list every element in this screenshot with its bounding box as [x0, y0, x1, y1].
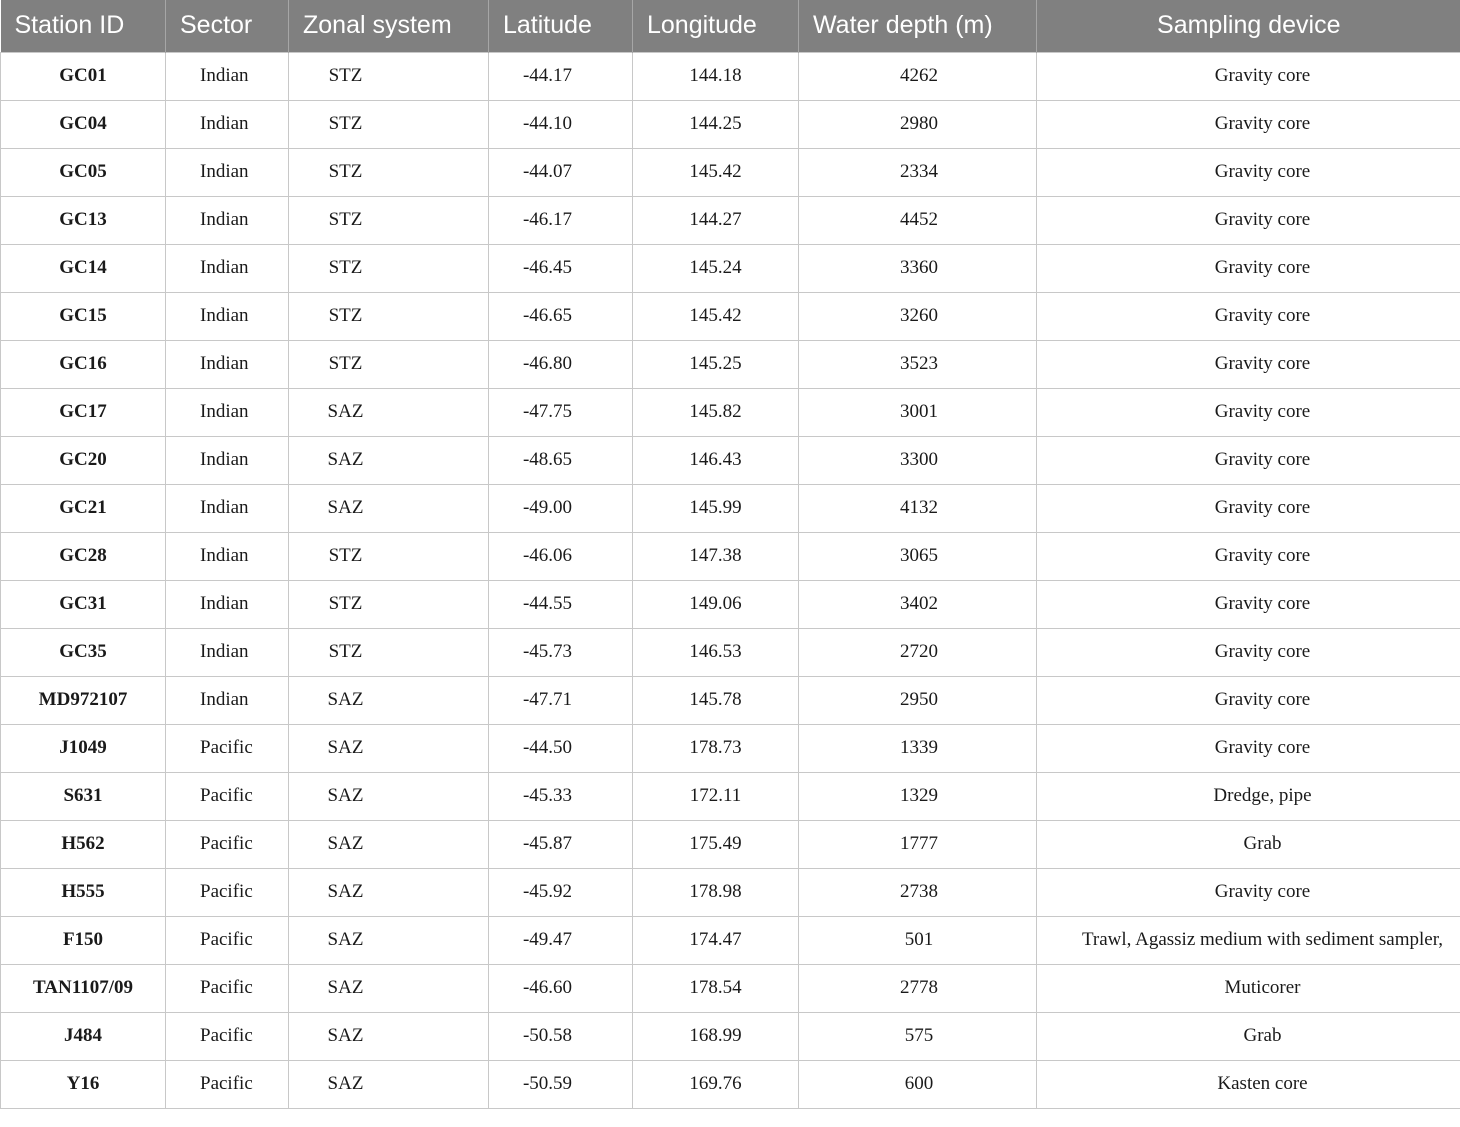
station-id-cell: GC20 [1, 436, 166, 484]
latitude-cell: -45.33 [489, 772, 633, 820]
header-station-id: Station ID [1, 0, 166, 52]
sector-cell: Indian [166, 100, 289, 148]
table-row [1, 724, 1460, 772]
sampling-device-cell: Gravity core [1037, 484, 1460, 532]
latitude-cell: -50.58 [489, 1012, 633, 1060]
station-id-cell: GC17 [1, 388, 166, 436]
zonal-system-cell: SAZ [289, 724, 489, 772]
header-zonal-system: Zonal system [289, 0, 489, 52]
station-id-cell: GC28 [1, 532, 166, 580]
water-depth-cell: 3402 [799, 580, 1037, 628]
station-id-cell: H555 [1, 868, 166, 916]
water-depth-cell: 2738 [799, 868, 1037, 916]
table-row [1, 820, 1460, 868]
zonal-system-cell: STZ [289, 244, 489, 292]
zonal-system-cell: STZ [289, 580, 489, 628]
water-depth-cell: 2720 [799, 628, 1037, 676]
sampling-device-cell: Gravity core [1037, 52, 1460, 100]
table-row [1, 1060, 1460, 1108]
latitude-cell: -50.59 [489, 1060, 633, 1108]
latitude-cell: -46.45 [489, 244, 633, 292]
longitude-cell: 144.25 [633, 100, 799, 148]
longitude-cell: 147.38 [633, 532, 799, 580]
longitude-cell: 175.49 [633, 820, 799, 868]
table-row [1, 916, 1460, 964]
zonal-system-cell: STZ [289, 292, 489, 340]
water-depth-cell: 600 [799, 1060, 1037, 1108]
station-id-cell: GC14 [1, 244, 166, 292]
water-depth-cell: 501 [799, 916, 1037, 964]
zonal-system-cell: SAZ [289, 388, 489, 436]
station-id-cell: GC01 [1, 52, 166, 100]
sampling-device-cell: Trawl, Agassiz medium with sediment sampler, [1037, 916, 1460, 964]
table-row [1, 1012, 1460, 1060]
water-depth-cell: 4452 [799, 196, 1037, 244]
sector-cell: Indian [166, 340, 289, 388]
sampling-device-cell: Grab [1037, 820, 1460, 868]
water-depth-cell: 3260 [799, 292, 1037, 340]
sampling-device-cell: Gravity core [1037, 292, 1460, 340]
header-water-depth: Water depth (m) [799, 0, 1037, 52]
sampling-device-cell: Gravity core [1037, 100, 1460, 148]
water-depth-cell: 2778 [799, 964, 1037, 1012]
sector-cell: Indian [166, 532, 289, 580]
latitude-cell: -45.92 [489, 868, 633, 916]
water-depth-cell: 4262 [799, 52, 1037, 100]
longitude-cell: 145.82 [633, 388, 799, 436]
sector-cell: Pacific [166, 772, 289, 820]
table-row [1, 52, 1460, 100]
longitude-cell: 178.73 [633, 724, 799, 772]
zonal-system-cell: SAZ [289, 964, 489, 1012]
sector-cell: Pacific [166, 820, 289, 868]
zonal-system-cell: STZ [289, 148, 489, 196]
table-row [1, 244, 1460, 292]
latitude-cell: -47.71 [489, 676, 633, 724]
table-row [1, 868, 1460, 916]
sector-cell: Indian [166, 244, 289, 292]
station-id-cell: GC04 [1, 100, 166, 148]
table-row [1, 340, 1460, 388]
sampling-device-cell: Gravity core [1037, 580, 1460, 628]
sampling-device-cell: Gravity core [1037, 628, 1460, 676]
water-depth-cell: 1329 [799, 772, 1037, 820]
sector-cell: Indian [166, 436, 289, 484]
station-id-cell: H562 [1, 820, 166, 868]
zonal-system-cell: SAZ [289, 436, 489, 484]
table-row [1, 484, 1460, 532]
sampling-device-cell: Gravity core [1037, 532, 1460, 580]
latitude-cell: -46.65 [489, 292, 633, 340]
sampling-device-cell: Gravity core [1037, 676, 1460, 724]
latitude-cell: -45.87 [489, 820, 633, 868]
table-row [1, 388, 1460, 436]
longitude-cell: 172.11 [633, 772, 799, 820]
sampling-device-cell: Gravity core [1037, 388, 1460, 436]
station-id-cell: Y16 [1, 1060, 166, 1108]
latitude-cell: -45.73 [489, 628, 633, 676]
sector-cell: Indian [166, 148, 289, 196]
water-depth-cell: 2980 [799, 100, 1037, 148]
table-row [1, 436, 1460, 484]
sampling-device-cell: Gravity core [1037, 148, 1460, 196]
sampling-device-cell: Gravity core [1037, 724, 1460, 772]
sampling-device-cell: Grab [1037, 1012, 1460, 1060]
table-row [1, 196, 1460, 244]
sampling-device-cell: Muticorer [1037, 964, 1460, 1012]
sampling-device-cell: Kasten core [1037, 1060, 1460, 1108]
zonal-system-cell: SAZ [289, 1060, 489, 1108]
zonal-system-cell: SAZ [289, 868, 489, 916]
header-row [1, 0, 1460, 52]
latitude-cell: -46.06 [489, 532, 633, 580]
zonal-system-cell: STZ [289, 340, 489, 388]
latitude-cell: -44.10 [489, 100, 633, 148]
table-row [1, 676, 1460, 724]
latitude-cell: -44.55 [489, 580, 633, 628]
latitude-cell: -46.60 [489, 964, 633, 1012]
longitude-cell: 145.25 [633, 340, 799, 388]
station-id-cell: GC35 [1, 628, 166, 676]
water-depth-cell: 3300 [799, 436, 1037, 484]
zonal-system-cell: SAZ [289, 916, 489, 964]
station-id-cell: MD972107 [1, 676, 166, 724]
water-depth-cell: 3360 [799, 244, 1037, 292]
sector-cell: Pacific [166, 916, 289, 964]
zonal-system-cell: SAZ [289, 676, 489, 724]
station-id-cell: GC15 [1, 292, 166, 340]
zonal-system-cell: SAZ [289, 772, 489, 820]
latitude-cell: -47.75 [489, 388, 633, 436]
sector-cell: Indian [166, 580, 289, 628]
header-longitude: Longitude [633, 0, 799, 52]
table-row [1, 532, 1460, 580]
zonal-system-cell: STZ [289, 628, 489, 676]
table-row [1, 628, 1460, 676]
station-id-cell: J484 [1, 1012, 166, 1060]
station-id-cell: GC16 [1, 340, 166, 388]
table-header [1, 0, 1460, 52]
water-depth-cell: 4132 [799, 484, 1037, 532]
station-id-cell: S631 [1, 772, 166, 820]
table-row [1, 292, 1460, 340]
longitude-cell: 168.99 [633, 1012, 799, 1060]
longitude-cell: 145.78 [633, 676, 799, 724]
water-depth-cell: 575 [799, 1012, 1037, 1060]
station-id-cell: GC05 [1, 148, 166, 196]
longitude-cell: 146.53 [633, 628, 799, 676]
longitude-cell: 149.06 [633, 580, 799, 628]
latitude-cell: -44.17 [489, 52, 633, 100]
zonal-system-cell: STZ [289, 196, 489, 244]
sector-cell: Indian [166, 388, 289, 436]
longitude-cell: 178.54 [633, 964, 799, 1012]
sector-cell: Indian [166, 52, 289, 100]
sector-cell: Indian [166, 484, 289, 532]
zonal-system-cell: STZ [289, 52, 489, 100]
table-row [1, 148, 1460, 196]
header-sampling-device: Sampling device [1037, 0, 1460, 52]
table-row [1, 772, 1460, 820]
sector-cell: Pacific [166, 1012, 289, 1060]
table-row [1, 964, 1460, 1012]
longitude-cell: 145.24 [633, 244, 799, 292]
water-depth-cell: 3001 [799, 388, 1037, 436]
station-id-cell: GC31 [1, 580, 166, 628]
latitude-cell: -44.50 [489, 724, 633, 772]
station-id-cell: J1049 [1, 724, 166, 772]
water-depth-cell: 2334 [799, 148, 1037, 196]
longitude-cell: 169.76 [633, 1060, 799, 1108]
latitude-cell: -46.17 [489, 196, 633, 244]
water-depth-cell: 1339 [799, 724, 1037, 772]
table-row [1, 580, 1460, 628]
table-row [1, 100, 1460, 148]
water-depth-cell: 3523 [799, 340, 1037, 388]
sector-cell: Pacific [166, 868, 289, 916]
sector-cell: Indian [166, 292, 289, 340]
latitude-cell: -44.07 [489, 148, 633, 196]
sector-cell: Indian [166, 676, 289, 724]
zonal-system-cell: STZ [289, 532, 489, 580]
longitude-cell: 145.42 [633, 292, 799, 340]
sector-cell: Indian [166, 628, 289, 676]
station-id-cell: GC21 [1, 484, 166, 532]
station-id-cell: TAN1107/09 [1, 964, 166, 1012]
water-depth-cell: 2950 [799, 676, 1037, 724]
latitude-cell: -49.00 [489, 484, 633, 532]
longitude-cell: 145.42 [633, 148, 799, 196]
header-sector: Sector [166, 0, 289, 52]
sampling-device-cell: Gravity core [1037, 244, 1460, 292]
longitude-cell: 144.18 [633, 52, 799, 100]
zonal-system-cell: SAZ [289, 484, 489, 532]
sampling-device-cell: Gravity core [1037, 196, 1460, 244]
latitude-cell: -48.65 [489, 436, 633, 484]
latitude-cell: -49.47 [489, 916, 633, 964]
table-body [1, 52, 1460, 1108]
longitude-cell: 146.43 [633, 436, 799, 484]
sector-cell: Pacific [166, 724, 289, 772]
sector-cell: Pacific [166, 1060, 289, 1108]
longitude-cell: 144.27 [633, 196, 799, 244]
sector-cell: Pacific [166, 964, 289, 1012]
station-id-cell: F150 [1, 916, 166, 964]
water-depth-cell: 3065 [799, 532, 1037, 580]
longitude-cell: 178.98 [633, 868, 799, 916]
longitude-cell: 145.99 [633, 484, 799, 532]
sampling-device-cell: Gravity core [1037, 340, 1460, 388]
station-id-cell: GC13 [1, 196, 166, 244]
zonal-system-cell: STZ [289, 100, 489, 148]
zonal-system-cell: SAZ [289, 820, 489, 868]
sampling-device-cell: Gravity core [1037, 868, 1460, 916]
water-depth-cell: 1777 [799, 820, 1037, 868]
zonal-system-cell: SAZ [289, 1012, 489, 1060]
header-latitude: Latitude [489, 0, 633, 52]
sector-cell: Indian [166, 196, 289, 244]
latitude-cell: -46.80 [489, 340, 633, 388]
sampling-device-cell: Gravity core [1037, 436, 1460, 484]
longitude-cell: 174.47 [633, 916, 799, 964]
sampling-device-cell: Dredge, pipe [1037, 772, 1460, 820]
